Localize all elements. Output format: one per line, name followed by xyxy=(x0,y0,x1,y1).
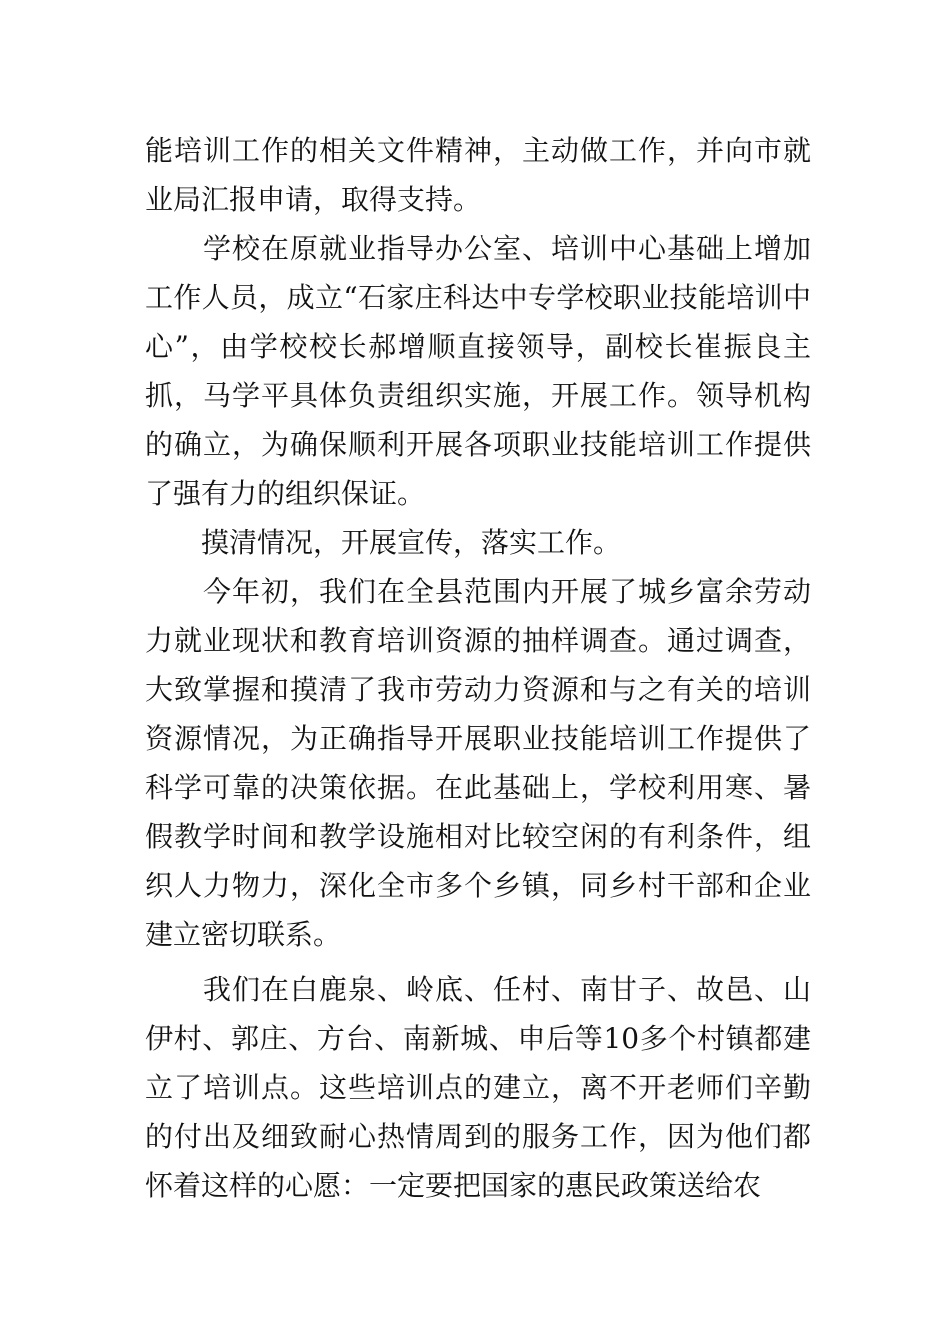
paragraph-2: 学校在原就业指导办公室、培训中心基础上增加工作人员，成立“石家庄科达中专学校职业技能培训中心”，由学校校长郝增顺直接领导，副校长崔振良主抓，马学平具体负责组织实施，开展工作。领导机构的确立，为确保顺利开展各项职业技能培训工作提供了强有力的组织保证。 xyxy=(145,232,811,510)
paragraph-1: 能培训工作的相关文件精神，主动做工作，并向市就业局汇报申请，取得支持。 xyxy=(145,134,811,216)
paragraph-5: 我们在白鹿泉、岭底、任村、南甘子、故邑、山伊村、郭庄、方台、南新城、申后等10多个村镇都建立了培训点。这些培训点的建立，离不开老师们辛勤的付出及细致耐心热情周到的服务工作，因为他们都怀着这样的心愿：一定要把国家的惠民政策送给农 xyxy=(145,973,811,1202)
paragraph-4: 今年初，我们在全县范围内开展了城乡富余劳动力就业现状和教育培训资源的抽样调查。通过调查，大致掌握和摸清了我市劳动力资源和与之有关的培训资源情况，为正确指导开展职业技能培训工作提供了科学可靠的决策依据。在此基础上，学校利用寒、暑假教学时间和教学设施相对比较空闲的有利条件，组织人力物力，深化全市多个乡镇，同乡村干部和企业建立密切联系。 xyxy=(145,575,811,951)
paragraph-3: 摸清情况，开展宣传，落实工作。 xyxy=(145,526,622,559)
document-body xyxy=(145,126,811,1210)
